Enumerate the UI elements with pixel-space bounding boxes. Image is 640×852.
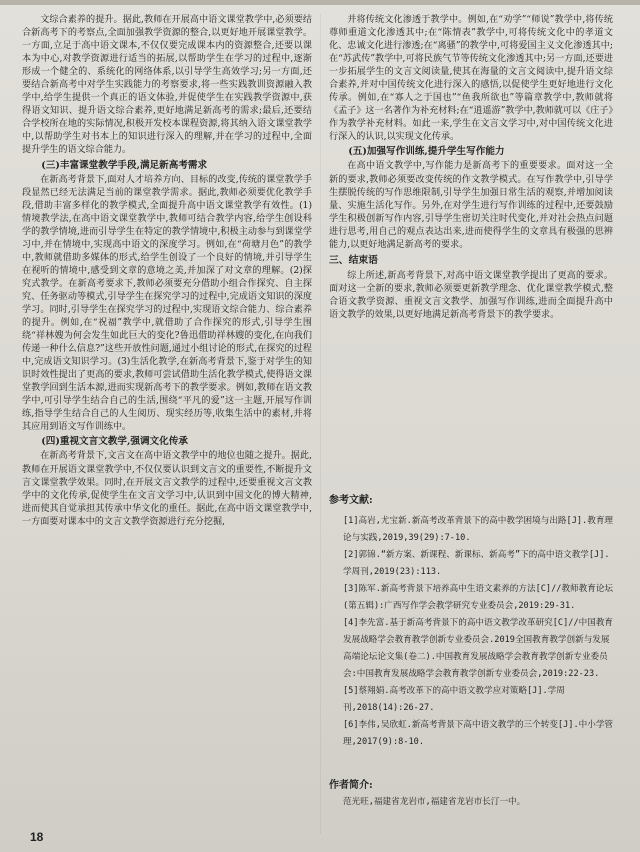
reference-item: [6]李伟,吴欣虹.新高考背景下高中语文教学的三个转变[J].中小学管理,2017(9):8-10. [343, 720, 614, 747]
header-band [0, 0, 640, 5]
reference-item: [2]郭锦.“新方案、新课程、新课标、新高考”下的高中语文教学[J].学周刊,2019(23):113. [343, 550, 610, 577]
left-paragraph-2: 在新高考背景下,面对人才培养方向、目标的改变,传统的课堂教学手段显然已经无法满足当前的课堂教学需求。据此,教师必须要优化教学手段,借助丰富多样化的教学模式,全面提升高中语文课堂教学有效性。(1)情境教学法,在高中语文课堂教学中,教师可结合教学内容,给学生创设科学的教学情境,进而引导学生在特定的教学情境中,积极主动参与到课堂学习中,并在情境中,实现高中语文的深度学习。例如,在“荷塘月色”的教学中,教师就借助多媒体的形式,给学生创设了一个良好的情境,并引导学生在视听的情境中,感受到文章的意境之美,并加深了对文章的理解。(2)探究式教学。在新高考要求下,教师必须要充分借助小组合作探究、自主探究、任务驱动等模式,引导学生在探究学习的过程中,完成语文知识的深度学习。同时,引导学生在探究学习的过程中,实现语文综合能力、综合素养的提升。例如,在“祝福”教学中,就借助了合作探究的形式,引导学生围绕“祥林嫂为何会发生如此巨大的变化?鲁迅借助祥林嫂的变化,在向我们传递一种什么信息?”这些开放性问题,通过小组讨论的形式,在探究的过程中,完成语文知识学习。(3)生活化教学,在新高考背景下,鉴于对学生的知识时效性提出了更高的要求,教师可尝试借助生活化教学模式,使得语文课堂教学回到生活本源,进而实现新高考下的教学要求。例如,教师在语文教学中,可引导学生结合自己的生活,围绕“平凡的爱”这一主题,开展写作训练,指导学生结合自己的人生阅历、现实经历等,收集生活中的素材,并将其应用到语文写作训练中。 [22, 174, 312, 433]
right-paragraph-1: 并将传统文化渗透于教学中。例如,在“劝学”“师说”教学中,将传统尊师重道文化渗透其中;在“陈情表”教学中,可将传统文化中的孝道文化、忠诚文化进行渗透;在“离骚”的教学中,可将爱国主义文化渗透其中;在“苏武传”教学中,可将民族气节等传统文化渗透其中;另一方面,还要进一步拓展学生的文言文阅读量,使其在海量的文言文阅读中,提升语文综合素养,并对中国传统文化进行深入的感悟,以促使学生更好地进行文化传承。例如,在“寡人之于国也”“鱼我所欲也”等篇章教学中,教师就将《孟子》这一名著作为补充材料;在“逍遥游”教学中,教师就可以《庄子》作为教学补充材料。如此一来,学生在文言文学习中,对中国传统文化进行深入的认识,以实现文化传承。 [329, 15, 613, 143]
left-column [22, 14, 312, 840]
right-paragraph-2: 在高中语文教学中,写作能力是新高考下的重要要求。面对这一全新的要求,教师必须要改变传统的作文教学模式。在写作教学中,引导学生摆脱传统的写作思维限制,引导学生加强日常生活的观察,并增加阅读量、实施生活化写作。另外,在对学生进行写作训练的过程中,还要鼓励学生积极创新写作内容,引导学生密切关注时代变化,并对社会热点问题进行思考,用自己的观点表达出来,进而使得学生的文章具有极强的思辨能力,以更好地满足新高考的要求。 [329, 161, 613, 250]
references-section [329, 492, 613, 751]
subheading-5: (五)加强写作训练,提升学生写作能力 [348, 146, 505, 158]
subheading-3: (三)丰富课堂教学手段,满足新高考需求 [41, 159, 208, 171]
reference-item: [5]蔡翔娟.高考改革下的高中语文教学应对策略[J].学周刊,2018(14):26-27. [343, 686, 565, 713]
reference-item: [1]高岩,尤宝新.新高考改革背景下的高中教学困境与出路[J].教育理论与实践,2019,39(29):7-10. [343, 516, 614, 543]
conclusion-paragraph: 综上所述,新高考背景下,对高中语文课堂教学提出了更高的要求。面对这一全新的要求,教师必须要更新教学理念、优化课堂教学模式,整合语文教学资源、重视文言文教学、加强写作训练,进而全面提升高中语文教学的效果,以更好地满足新高考背景下的教学要求。 [329, 270, 613, 320]
left-paragraph-3: 在新高考背景下,文言文在高中语文教学中的地位也随之提升。据此,教师在开展语文课堂教学中,不仅仅要认识到文言文的重要性,不断提升文言文课堂教学效果。同时,在开展文言文教学的过程中,还要重视文言文教学中的文化传承,促使学生在文言文学习中,认识到中国文化的博大精神,进而使其自觉承担其传承中华文化的重任。据此,在高中语文课堂教学中,一方面要对课本中的文言文教学资源进行充分挖掘, [22, 451, 312, 527]
author-title: 作者简介: [329, 780, 373, 791]
page-number: 18 [30, 830, 44, 844]
reference-item: [4]李先富.基于新高考背景下的高中语文教学改革研究[C]//中国教育发展战略学会教育教学创新专业委员会.2019全国教育教学创新与发展高端论坛论文集(卷二).中国教育发展战略学会教育教学创新专业委员会:中国教育发展战略学会教育教学创新专业委员会,2019:22-23. [343, 618, 614, 679]
subheading-4: (四)重视文言文教学,强调文化传承 [41, 436, 188, 448]
left-paragraph-1: 文综合素养的提升。据此,教师在开展高中语文课堂教学中,必须要结合新高考下的考察点,全面加强教学资源的整合,以更好地开展课堂教学。一方面,立足于高中语文课本,不仅仅要完成课本内的资源整合,还要以课本为中心,对教学资源进行适当的拓展,以帮助学生在学习的过程中,逐渐形成一个健全的、系统化的网络体系,以引导学生高效学习;另一方面,还要结合新高考中对学生实践能力的考察要求,将一些实践教训资源融入教学中,给学生提供一个真正的语文体验,并促使学生在实践教学资源中,获得语文知识、提升语文综合素养,更好地满足新高考的需求;最后,还要结合学校所在地的实际情况,积极开发校本课程资源,将其纳入语文课堂教学中,以帮助学生对书本上的知识进行深入的理解,并在学习的过程中,全面提升学生的语文综合能力。 [22, 15, 312, 156]
author-bio [329, 778, 613, 810]
conclusion-heading: 三、结束语 [329, 254, 378, 266]
author-text: 范光旺,福建省龙岩市,福建省龙岩市长汀一中。 [343, 797, 526, 807]
reference-item: [3]陈军.新高考背景下培养高中生语文素养的方法[C]//教师教育论坛(第五辑):广西写作学会教学研究专业委员会,2019:29-31. [343, 584, 614, 611]
references-title: 参考文献: [329, 495, 373, 506]
column-gutter [320, 14, 321, 834]
